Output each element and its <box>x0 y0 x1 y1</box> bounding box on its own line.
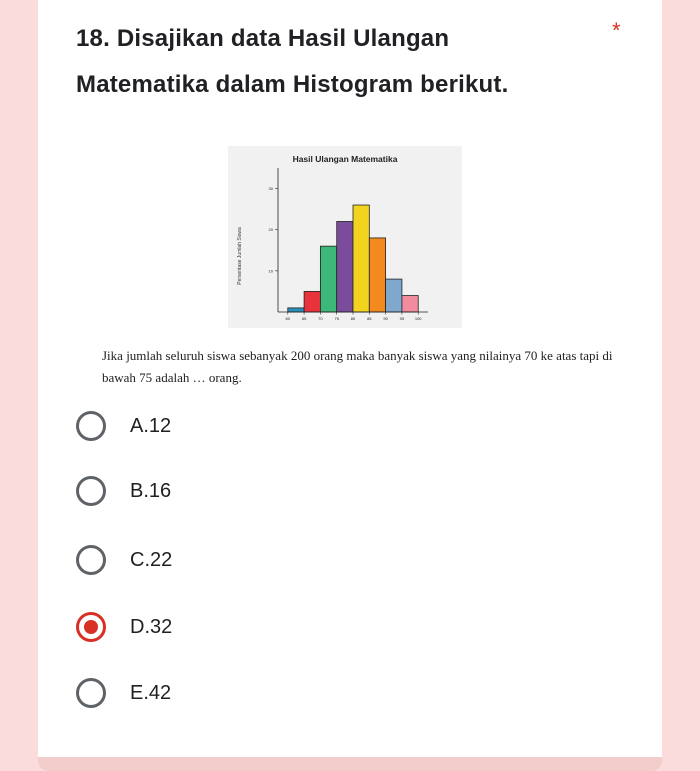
radio-selected-icon[interactable] <box>76 612 106 642</box>
option-a[interactable] <box>76 402 376 450</box>
x-tick-label: 100 <box>414 316 422 321</box>
x-tick-label: 70 <box>318 316 323 321</box>
question-title-line-1: 18. Disajikan data Hasil Ulangan <box>76 25 450 52</box>
y-tick-label: 30 <box>268 186 273 192</box>
radio-unselected-icon[interactable] <box>76 476 106 506</box>
histogram-bar-65-70 <box>304 291 320 312</box>
y-tick-label: 10 <box>268 268 273 274</box>
y-axis-label: Persentase Jumlah Siswa <box>237 227 243 285</box>
question-title-line-2: Matematika dalam Histogram berikut. <box>76 71 509 98</box>
histogram-bar-90-95 <box>386 279 402 312</box>
option-e[interactable] <box>76 669 376 717</box>
histogram-bar-70-75 <box>320 246 336 312</box>
required-marker: * <box>612 18 621 43</box>
option-d[interactable] <box>76 603 376 651</box>
option-c[interactable] <box>76 536 376 584</box>
chart-title: Hasil Ulangan Matematika <box>292 154 398 164</box>
x-tick-label: 80 <box>350 316 356 321</box>
y-tick-label: 20 <box>268 227 273 233</box>
radio-unselected-icon[interactable] <box>76 678 106 708</box>
histogram-chart <box>228 146 462 328</box>
radio-unselected-icon[interactable] <box>76 545 106 575</box>
histogram-bar-80-85 <box>353 205 369 312</box>
question-title <box>76 16 596 108</box>
x-tick-label: 90 <box>383 316 388 321</box>
x-tick-label: 85 <box>367 316 372 321</box>
option-label: D.32 <box>130 615 173 638</box>
x-tick-label: 95 <box>399 316 405 321</box>
radio-unselected-icon[interactable] <box>76 411 106 441</box>
x-tick-label: 75 <box>334 316 339 321</box>
histogram-bar-85-90 <box>369 238 385 312</box>
card-bottom-edge <box>38 757 662 771</box>
histogram-figure <box>228 146 462 328</box>
problem-text: Jika jumlah seluruh siswa sebanyak 200 orang maka banyak siswa yang nilainya 70 ke atas tapi di bawah 75 adalah … orang. <box>102 348 613 385</box>
x-tick-label: 65 <box>301 316 307 321</box>
option-label: B.16 <box>130 479 172 502</box>
histogram-bar-60-65 <box>288 308 304 312</box>
option-label: A.12 <box>130 414 172 437</box>
histogram-bar-95-100 <box>402 296 418 312</box>
option-label: C.22 <box>130 548 173 571</box>
option-b[interactable] <box>76 467 376 515</box>
x-tick-label: 60 <box>285 316 291 321</box>
option-label: E.42 <box>130 681 172 704</box>
histogram-bar-75-80 <box>337 221 353 312</box>
